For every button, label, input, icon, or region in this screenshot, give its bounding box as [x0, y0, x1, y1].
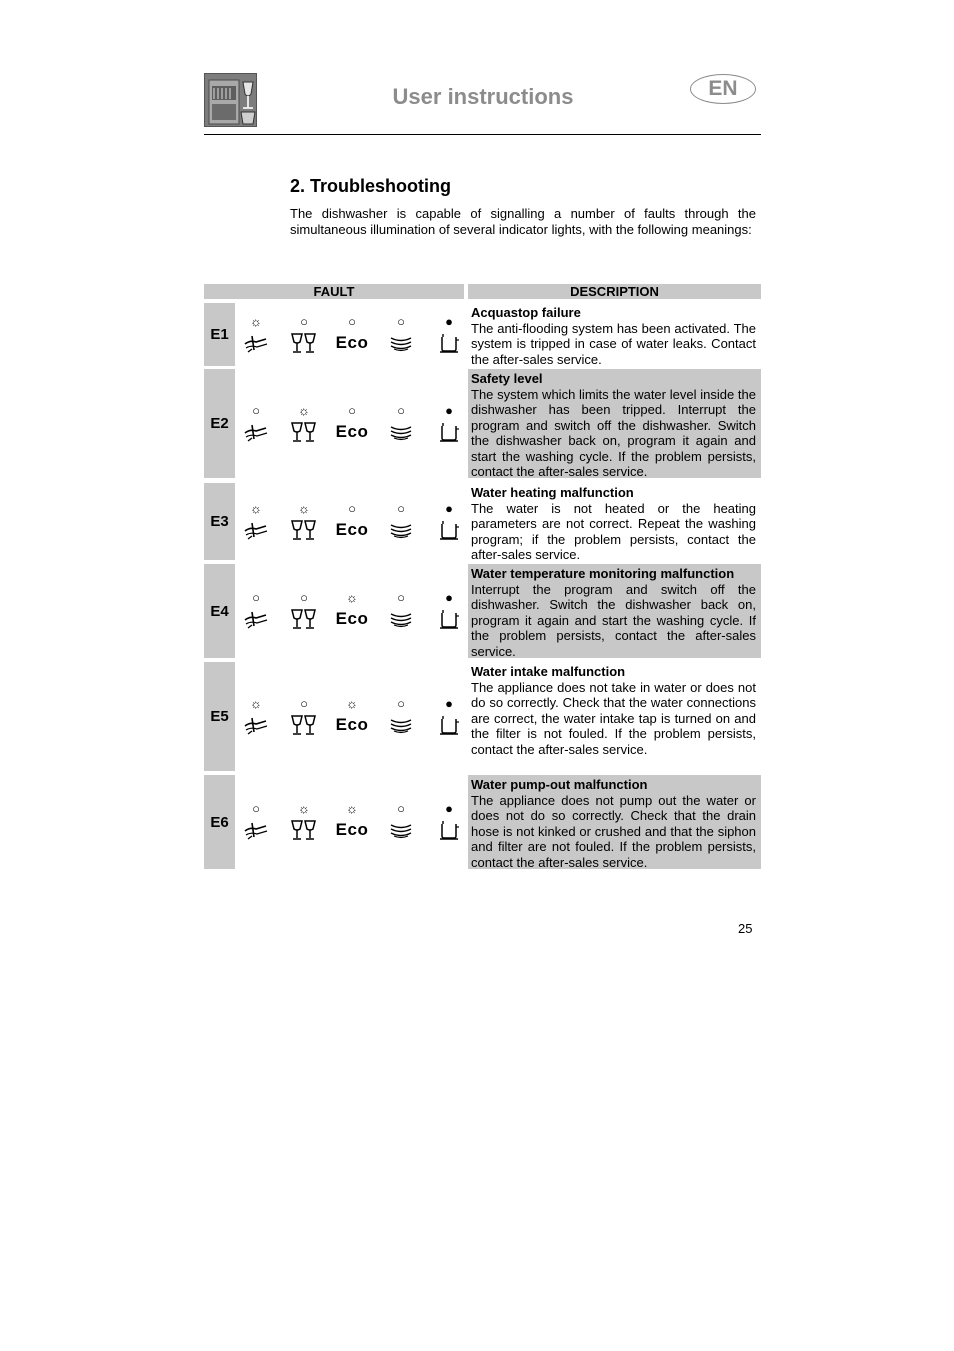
indicator-lights — [235, 775, 468, 869]
lamp-on-icon: ● — [445, 501, 453, 516]
lamp-flashing-icon: ☼ — [346, 696, 358, 711]
indicator-plates — [383, 315, 419, 355]
indicator-tap — [238, 802, 274, 842]
indicator-glasses — [286, 697, 322, 737]
fault-row-e5 — [204, 662, 761, 771]
lamp-off-icon: ○ — [397, 314, 405, 329]
fault-row-e4 — [204, 564, 761, 658]
indicator-pot — [431, 697, 467, 737]
tap-icon — [238, 818, 274, 842]
lamp-flashing-icon: ☼ — [250, 501, 262, 516]
pot-icon — [431, 420, 467, 444]
eco-label — [334, 518, 370, 542]
lamp-off-icon: ○ — [397, 403, 405, 418]
lamp-on-icon: ● — [445, 314, 453, 329]
indicator-plates — [383, 697, 419, 737]
indicator-tap — [238, 697, 274, 737]
lamp-on-icon: ● — [445, 403, 453, 418]
lamp-off-icon: ○ — [348, 314, 356, 329]
fault-row-e6 — [204, 775, 761, 869]
indicator-tap — [238, 591, 274, 631]
indicator-pot — [431, 404, 467, 444]
description-column-header: DESCRIPTION — [468, 284, 761, 299]
fault-code: E1 — [204, 303, 235, 366]
fault-column-header: FAULT — [204, 284, 464, 299]
fault-row-e1 — [204, 303, 761, 366]
lamp-off-icon: ○ — [397, 696, 405, 711]
glasses-icon — [286, 420, 322, 444]
lamp-off-icon: ○ — [252, 590, 260, 605]
indicator-plates — [383, 502, 419, 542]
plates-icon — [383, 607, 419, 631]
plates-icon — [383, 518, 419, 542]
plates-icon — [383, 818, 419, 842]
header-title: User instructions — [392, 84, 574, 109]
lamp-on-icon: ● — [445, 590, 453, 605]
fault-title: Water heating malfunction — [471, 485, 634, 500]
fault-code: E5 — [204, 662, 235, 771]
glasses-icon — [286, 713, 322, 737]
lamp-flashing-icon: ☼ — [346, 801, 358, 816]
indicator-glasses — [286, 315, 322, 355]
plates-icon — [383, 420, 419, 444]
eco-label-text: Eco — [335, 520, 369, 539]
lamp-off-icon: ○ — [252, 801, 260, 816]
fault-description — [468, 369, 761, 478]
indicator-eco — [334, 802, 370, 842]
header-divider — [204, 134, 761, 135]
indicator-glasses — [286, 591, 322, 631]
indicator-tap — [238, 502, 274, 542]
lamp-off-icon: ○ — [397, 501, 405, 516]
lamp-off-icon: ○ — [397, 590, 405, 605]
lamp-off-icon: ○ — [397, 801, 405, 816]
fault-title: Water temperature monitoring malfunction — [471, 566, 735, 581]
fault-description — [468, 775, 761, 869]
lamp-off-icon: ○ — [300, 696, 308, 711]
intro-paragraph: The dishwasher is capable of signalling a number of faults through the simultaneous illumination of several indicator lights, with the following meanings: — [290, 206, 756, 237]
lamp-flashing-icon: ☼ — [250, 314, 262, 329]
fault-description — [468, 303, 761, 366]
indicator-eco — [334, 591, 370, 631]
indicator-glasses — [286, 502, 322, 542]
page-number: 25 — [738, 921, 753, 936]
pot-icon — [431, 518, 467, 542]
lamp-flashing-icon: ☼ — [298, 801, 310, 816]
pot-icon — [431, 818, 467, 842]
glasses-icon — [286, 331, 322, 355]
indicator-pot — [431, 502, 467, 542]
indicator-pot — [431, 591, 467, 631]
indicator-tap — [238, 404, 274, 444]
eco-label-text: Eco — [335, 820, 369, 839]
indicator-lights — [235, 369, 468, 478]
indicator-eco — [334, 315, 370, 355]
fault-row-e2 — [204, 369, 761, 478]
tap-icon — [238, 713, 274, 737]
lamp-off-icon: ○ — [252, 403, 260, 418]
indicator-pot — [431, 315, 467, 355]
tap-icon — [238, 518, 274, 542]
fault-code: E2 — [204, 369, 235, 478]
fault-row-e3 — [204, 483, 761, 560]
pot-icon — [431, 607, 467, 631]
fault-title: Water intake malfunction — [471, 664, 626, 679]
eco-label-text: Eco — [335, 333, 369, 352]
indicator-tap — [238, 315, 274, 355]
fault-title: Safety level — [471, 371, 543, 386]
fault-text: The anti-flooding system has been activated. The system is tripped in case of water leaks. Contact the after-sales service. — [471, 320, 756, 367]
glasses-icon — [286, 607, 322, 631]
eco-label — [334, 331, 370, 355]
fault-text: The appliance does not take in water or does not do so correctly. Check that the water connections are correct, the water intake tap is turned on and the filter is not fouled. If the problem persists, contact the after-sales service. — [471, 679, 756, 757]
tap-icon — [238, 331, 274, 355]
indicator-lights — [235, 303, 468, 366]
fault-code: E3 — [204, 483, 235, 560]
fault-title: Acquastop failure — [471, 305, 581, 320]
eco-label-text: Eco — [335, 609, 369, 628]
fault-text: The system which limits the water level inside the dishwasher has been tripped. Interrupt the program and switch off the dishwasher. Switch the dishwasher back on, program it again and start the washing cycle. If the problem persists, contact the after-sales service. — [471, 386, 756, 479]
eco-label — [334, 713, 370, 737]
lamp-off-icon: ○ — [300, 314, 308, 329]
lamp-flashing-icon: ☼ — [298, 403, 310, 418]
fault-text: Interrupt the program and switch off the dishwasher. Switch the dishwasher back on, program it again and start the washing cycle. If the problem persists, contact the after-sales service. — [471, 581, 756, 659]
indicator-lights — [235, 564, 468, 658]
plates-icon — [383, 713, 419, 737]
indicator-plates — [383, 802, 419, 842]
fault-description — [468, 483, 761, 560]
tap-icon — [238, 420, 274, 444]
lamp-off-icon: ○ — [348, 403, 356, 418]
fault-text: The appliance does not pump out the water or does not do so correctly. Check that the drain hose is not kinked or crushed and that the siphon and filter are not fouled. If the problem persists, contact the after-sales service. — [471, 792, 756, 870]
section-title: 2. Troubleshooting — [290, 176, 451, 196]
fault-description — [468, 662, 761, 771]
eco-label — [334, 607, 370, 631]
lamp-flashing-icon: ☼ — [346, 590, 358, 605]
indicator-eco — [334, 404, 370, 444]
indicator-pot — [431, 802, 467, 842]
lamp-on-icon: ● — [445, 696, 453, 711]
indicator-plates — [383, 404, 419, 444]
fault-code: E4 — [204, 564, 235, 658]
tap-icon — [238, 607, 274, 631]
lamp-on-icon: ● — [445, 801, 453, 816]
eco-label-text: Eco — [335, 715, 369, 734]
lamp-flashing-icon: ☼ — [298, 501, 310, 516]
eco-label — [334, 818, 370, 842]
pot-icon — [431, 713, 467, 737]
indicator-lights — [235, 483, 468, 560]
language-badge: EN — [690, 74, 756, 104]
lamp-off-icon: ○ — [300, 590, 308, 605]
fault-title: Water pump-out malfunction — [471, 777, 648, 792]
eco-label — [334, 420, 370, 444]
dishwasher-logo-icon — [204, 73, 257, 127]
fault-description — [468, 564, 761, 658]
indicator-plates — [383, 591, 419, 631]
pot-icon — [431, 331, 467, 355]
glasses-icon — [286, 818, 322, 842]
indicator-lights — [235, 662, 468, 771]
lamp-off-icon: ○ — [348, 501, 356, 516]
plates-icon — [383, 331, 419, 355]
fault-text: The water is not heated or the heating parameters are not correct. Repeat the washing program; if the problem persists, contact the after-sales service. — [471, 500, 756, 562]
glasses-icon — [286, 518, 322, 542]
lamp-flashing-icon: ☼ — [250, 696, 262, 711]
eco-label-text: Eco — [335, 422, 369, 441]
indicator-glasses — [286, 802, 322, 842]
indicator-eco — [334, 697, 370, 737]
indicator-glasses — [286, 404, 322, 444]
indicator-eco — [334, 502, 370, 542]
fault-code: E6 — [204, 775, 235, 869]
